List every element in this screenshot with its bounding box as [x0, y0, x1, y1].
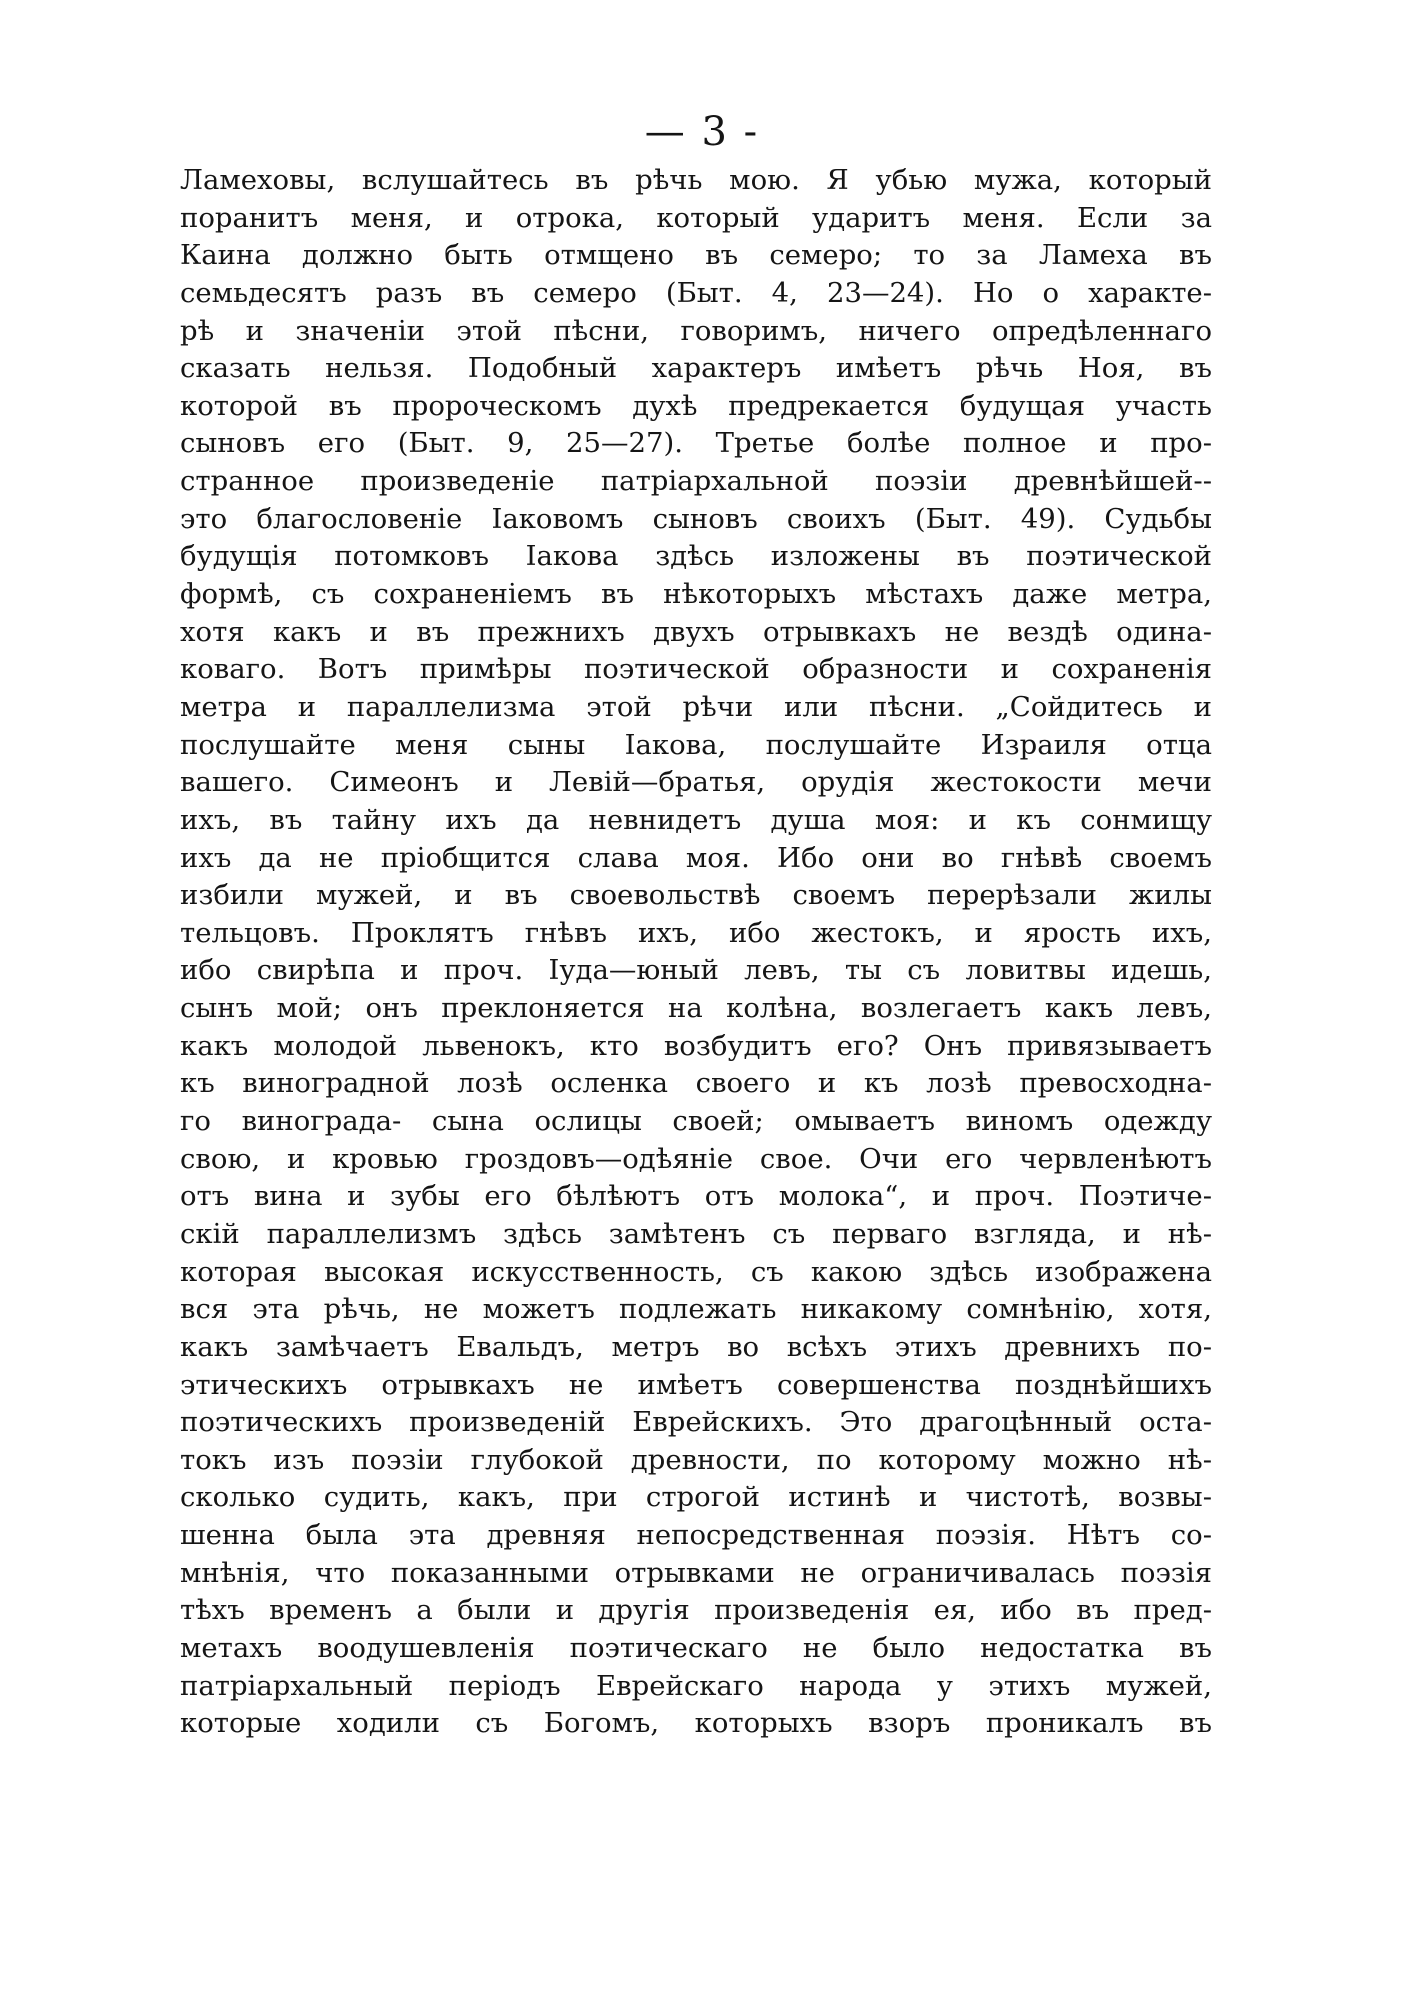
- text-line: поранитъ меня, и отрока, который ударитъ меня. Если за: [180, 201, 1212, 234]
- text-line: токъ изъ поэзіи глубокой древности, по которому можно нѣ-: [180, 1443, 1212, 1476]
- text-line: сколько судить, какъ, при строгой истинѣ и чистотѣ, возвы-: [180, 1481, 1212, 1514]
- body-text: [180, 162, 1212, 1743]
- text-line: поэтическихъ произведеній Еврейскихъ. Это драгоцѣнный оста-: [180, 1406, 1212, 1439]
- text-line: которой въ пророческомъ духѣ предрекается будущая участь: [180, 389, 1212, 422]
- text-line: мнѣнія, что показанными отрывками не ограничивалась поэзія: [180, 1556, 1212, 1589]
- text-line: вся эта рѣчь, не можетъ подлежать никакому сомнѣнію, хотя,: [180, 1293, 1212, 1326]
- text-line: рѣ и значеніи этой пѣсни, говоримъ, ничего опредѣленнаго: [180, 314, 1212, 347]
- text-line: патріархальный періодъ Еврейскаго народа у этихъ мужей,: [180, 1669, 1212, 1702]
- text-line: какъ молодой львенокъ, кто возбудитъ его? Онъ привязываетъ: [180, 1029, 1212, 1062]
- text-line: къ виноградной лозѣ осленка своего и къ лозѣ превосходна-: [180, 1067, 1212, 1100]
- text-line: семьдесятъ разъ въ семеро (Быт. 4, 23—24). Но о характе-: [180, 276, 1212, 309]
- page-number: — 3 -: [644, 109, 760, 155]
- text-line: скій параллелизмъ здѣсь замѣтенъ съ перваго взгляда, и нѣ-: [180, 1217, 1212, 1250]
- text-line: этическихъ отрывкахъ не имѣетъ совершенства позднѣйшихъ: [180, 1368, 1212, 1401]
- text-line: тѣхъ временъ а были и другія произведенія ея, ибо въ пред-: [180, 1594, 1212, 1627]
- text-line: это благословеніе Іаковомъ сыновъ своихъ (Быт. 49). Судьбы: [180, 502, 1212, 535]
- text-line: которые ходили съ Богомъ, которыхъ взоръ проникалъ въ: [180, 1707, 1212, 1740]
- text-line: тельцовъ. Проклятъ гнѣвъ ихъ, ибо жестокъ, и ярость ихъ,: [180, 916, 1212, 949]
- text-line: избили мужей, и въ своевольствѣ своемъ перерѣзали жилы: [180, 879, 1212, 912]
- text-line: сыновъ его (Быт. 9, 25—27). Третье болѣе полное и про-: [180, 427, 1212, 460]
- text-line: ихъ да не пріобщится слава моя. Ибо они во гнѣвѣ своемъ: [180, 841, 1212, 874]
- text-line: Каина должно быть отмщено въ семеро; то за Ламеха въ: [180, 239, 1212, 272]
- text-line: метра и параллелизма этой рѣчи или пѣсни. „Сойдитесь и: [180, 690, 1212, 723]
- text-line: которая высокая искусственность, съ какою здѣсь изображена: [180, 1255, 1212, 1288]
- text-line: коваго. Вотъ примѣры поэтической образности и сохраненія: [180, 653, 1212, 686]
- text-line: отъ вина и зубы его бѣлѣютъ отъ молока“, и проч. Поэтиче-: [180, 1180, 1212, 1213]
- text-line: свою, и кровью гроздовъ—одѣяніе свое. Очи его червленѣютъ: [180, 1142, 1212, 1175]
- text-line: ихъ, въ тайну ихъ да невнидетъ душа моя: и къ сонмищу: [180, 803, 1212, 836]
- text-line: будущія потомковъ Іакова здѣсь изложены въ поэтической: [180, 540, 1212, 573]
- text-line: формѣ, съ сохраненіемъ въ нѣкоторыхъ мѣстахъ даже метра,: [180, 578, 1212, 611]
- text-line: сынъ мой; онъ преклоняется на колѣна, возлегаетъ какъ левъ,: [180, 992, 1212, 1025]
- text-line: вашего. Симеонъ и Левій—братья, орудія жестокости мечи: [180, 766, 1212, 799]
- text-line: го винограда- сына ослицы своей; омываетъ виномъ одежду: [180, 1105, 1212, 1138]
- text-line: хотя какъ и въ прежнихъ двухъ отрывкахъ не вездѣ одина-: [180, 615, 1212, 648]
- text-line: ибо свирѣпа и проч. Іуда—юный левъ, ты съ ловитвы идешь,: [180, 954, 1212, 987]
- text-line: какъ замѣчаетъ Евальдъ, метръ во всѣхъ этихъ древнихъ по-: [180, 1330, 1212, 1363]
- text-line: Ламеховы, вслушайтесь въ рѣчь мою. Я убью мужа, который: [180, 164, 1212, 196]
- text-line: метахъ воодушевленія поэтическаго не было недостатка въ: [180, 1631, 1212, 1664]
- text-line: странное произведеніе патріархальной поэзіи древнѣйшей--: [180, 465, 1212, 498]
- text-line: сказать нельзя. Подобный характеръ имѣетъ рѣчь Ноя, въ: [180, 352, 1212, 385]
- text-line: послушайте меня сыны Іакова, послушайте Израиля отца: [180, 728, 1212, 761]
- text-line: шенна была эта древняя непосредственная поэзія. Нѣтъ со-: [180, 1519, 1212, 1552]
